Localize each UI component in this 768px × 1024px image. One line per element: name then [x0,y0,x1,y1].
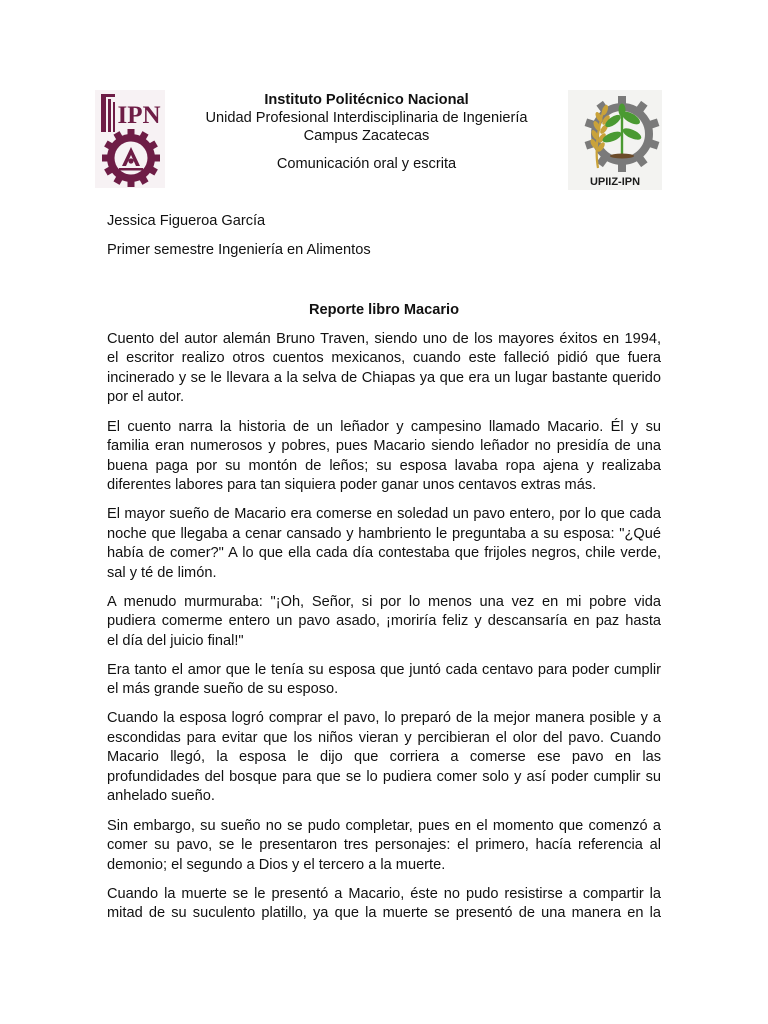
paragraph-line: diferentes labores para tan siquiera poder ganar unos centavos extras más. [107,477,597,494]
paragraph-1 [107,330,661,408]
paragraph-line: buena paga por su montón de leños; su esposa lavaba ropa ajena y realizaba [107,457,661,474]
document-body [107,212,661,933]
paragraph-line: Cuando la muerte se le presentó a Macario, éste no pudo resistirse a compartir la [107,885,661,902]
ipn-logo-graphic [95,90,165,188]
paragraph-line: demonio; el segundo a Dios y el tercero a la muerte. [107,856,446,873]
paragraph-6 [107,709,661,807]
paragraph-5 [107,661,661,700]
paragraph-4 [107,593,661,652]
paragraph-line: pudiera comerme entero un pavo asado, ¡moriría feliz y descansaría en paz hasta [107,613,661,630]
paragraph-2 [107,418,661,496]
ipn-logo-text: IPN [117,102,161,129]
paragraph-line: noche que llegaba a cenar cansado y hambriento le preguntaba a su esposa: "¿Qué [107,525,661,542]
paragraph-line: El cuento narra la historia de un leñador y campesino llamado Macario. Él y su [107,418,661,435]
paragraph-8 [107,885,661,924]
paragraph-line: A menudo murmuraba: "¡Oh, Señor, si por lo menos una vez en mi pobre vida [107,593,661,610]
paragraph-line: el escritor realizo otros cuentos mexicanos, cuando este falleció pidió que fuera [107,350,661,367]
author-name: Jessica Figueroa García [107,213,266,229]
paragraph-line: anhelado sueño. [107,788,215,805]
author-program: Primer semestre Ingeniería en Alimentos [107,242,371,259]
plant-soil [610,154,634,159]
paragraph-line: Cuento del autor alemán Bruno Traven, siendo uno de los mayores éxitos en 1994, [107,330,661,347]
document-header [166,91,567,173]
ipn-column [113,102,115,132]
header-course: Comunicación oral y escrita [276,156,457,172]
paragraph-line: El mayor sueño de Macario era comerse en soledad un pavo entero, por lo que cada [107,506,661,523]
ipn-column [101,96,106,132]
header-unit: Unidad Profesional Interdisciplinaria de Ingeniería [205,110,528,126]
paragraph-line: familia eran numerosos y pobres, pues Macario siendo leñador no presidía de una [107,438,661,455]
header-institution: Instituto Politécnico Nacional [264,92,469,108]
paragraph-line: comer su pavo, se le presentaron tres personajes: el primero, hacía referencia al [107,837,661,854]
paragraph-line: Macario llegó, la esposa le dijo que corriera a comerse ese pavo en las [107,749,661,766]
paragraph-line: el día del juicio final!" [107,632,244,649]
paragraph-line: Era tanto el amor que le tenía su esposa que juntó cada centavo para poder cumplir [107,661,661,678]
ipn-logo [95,90,165,188]
paragraph-3 [107,505,661,583]
paragraph-line: incinerado y se le llevara a la selva de Chiapas ya que era un lugar bastante querido [107,369,661,386]
paragraph-line: profundidades del bosque para que se lo pudiera comer solo y así poder cumplir su [107,768,661,785]
paragraph-line: el más grande sueño de su esposo. [107,681,339,698]
paragraph-line: escondidas para evitar que los niños vieran y percibieran el olor del pavo. Cuando [107,729,661,746]
paragraph-7 [107,817,661,876]
paragraph-line: Sin embargo, su sueño no se pudo completar, pues en el momento que comenzó a [107,817,661,834]
upiiz-logo-graphic [568,90,662,190]
header-campus: Campus Zacatecas [303,128,430,144]
paragraph-line: por el autor. [107,389,185,406]
paragraph-line: sal y té de limón. [107,564,217,581]
upiiz-ipn-logo [568,90,662,190]
ipn-lintel [101,94,115,97]
report-title: Reporte libro Macario [308,301,460,318]
upiiz-logo-text: UPIIZ-IPN [589,176,641,188]
paragraph-line: Cuando la esposa logró comprar el pavo, lo preparó de la mejor manera posible y a [107,710,661,727]
ipn-column [108,99,111,132]
paragraph-line: mitad de su suculento platillo, ya que la muerte se presentó de una manera en la [107,905,661,922]
paragraph-line: había de comer?" A lo que ella cada día contestaba que frijoles negros, chile verde, [107,545,661,562]
